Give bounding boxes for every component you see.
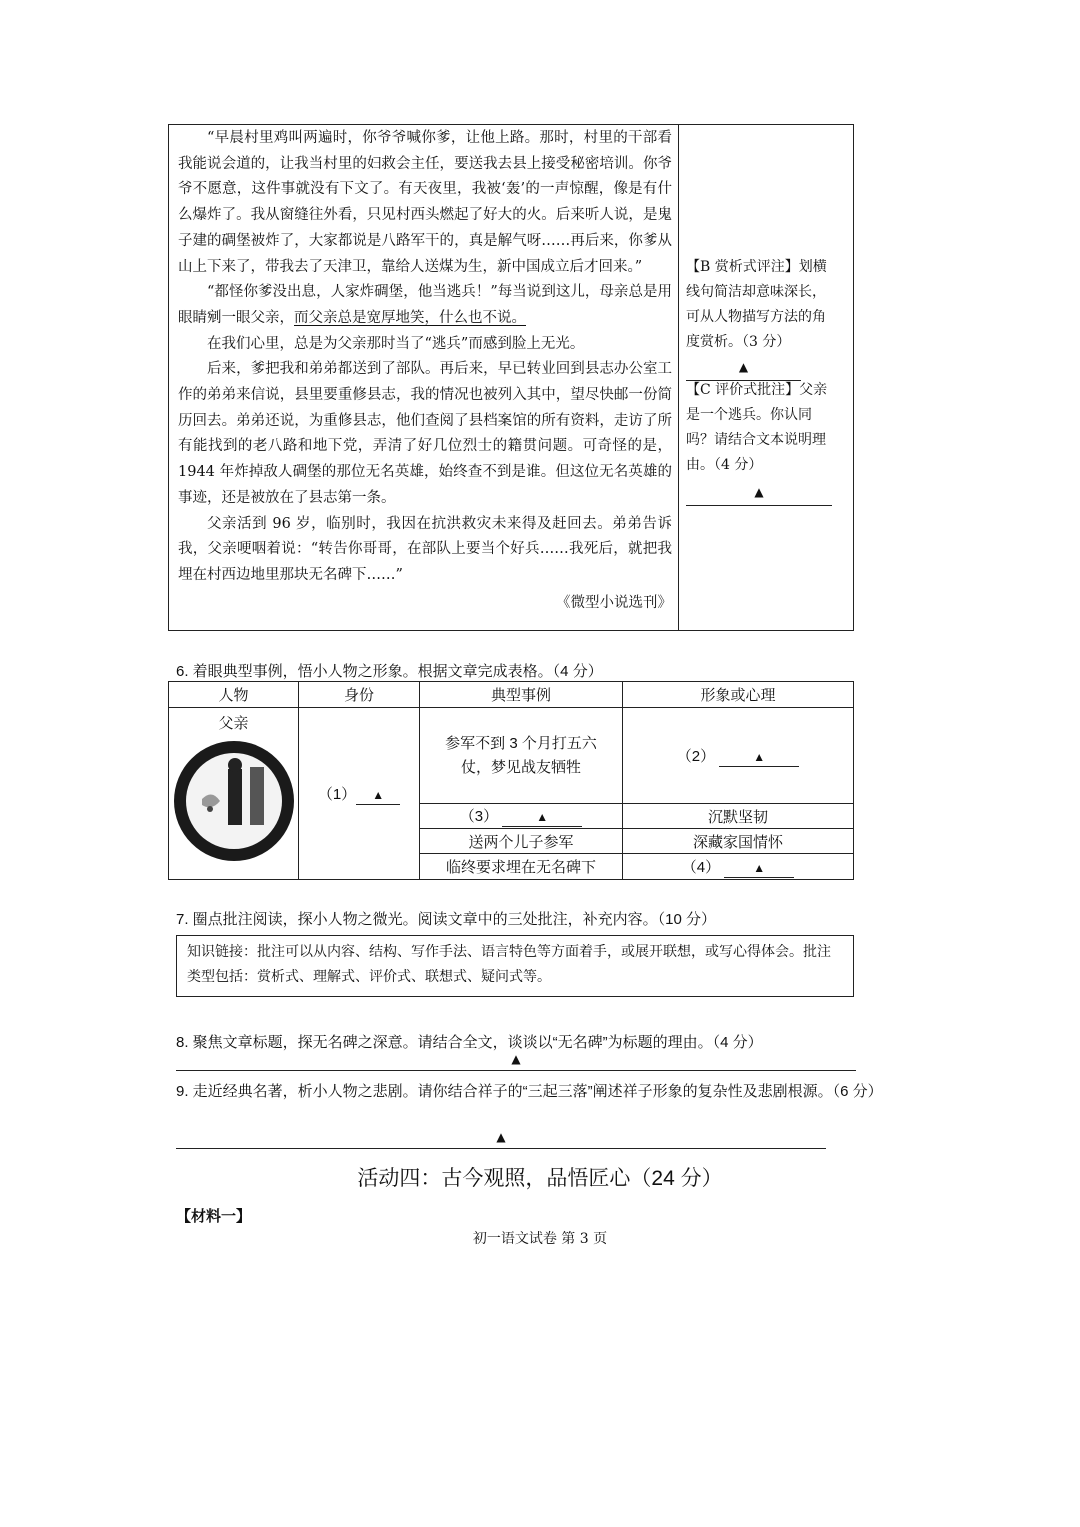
event-cell: 送两个儿子参军 <box>420 829 623 854</box>
knowledge-box: 知识链接：批注可以从内容、结构、写作手法、语言特色等方面着手，或展开联想，或写心得体会。批注类型包括：赏析式、理解式、评价式、联想式、疑问式等。 <box>176 935 854 997</box>
activity4-heading: 活动四：古今观照，品悟匠心（24 分） <box>357 1167 723 1190</box>
event-cell: 临终要求埋在无名碑下 <box>420 854 623 880</box>
image-cell: 沉默坚韧 <box>623 804 854 829</box>
triangle-icon: ▲ <box>496 1130 506 1144</box>
q6-prompt: 6. 着眼典型事例，悟小人物之形象。根据文章完成表格。（4 分） <box>176 663 603 680</box>
passage-source: 《微型小说选刊》 <box>556 594 672 611</box>
identity-cell <box>299 708 420 880</box>
triangle-icon: ▲ <box>738 360 749 374</box>
passage-paragraph: “早晨村里鸡叫两遍时，你爷爷喊你爹，让他上路。那时，村里的干部看我能说会道的，让我当村里的妇救会主任，要送我去县上接受秘密培训。你爷爷不愿意，这件事就没有下文了。有天夜里，我被‘轰’的一声惊醒，像是有什么爆炸了。我从窗缝往外看，只见村西头燃起了好大的火。后来听人说，是鬼子建的碉堡被炸了，大家都说是八路军干的，真是解气呀……再后来，你爹从山上下来了，带我去了天津卫，靠给人送煤为生，新中国成立后才回来。” <box>178 130 672 275</box>
blank-1-input[interactable] <box>356 786 400 805</box>
passage-paragraph: “都怪你爹没出息，人家炸碉堡，他当逃兵！”每当说到这儿，母亲总是用眼睛剜一眼父亲，而父亲总是宽厚地笑，什么也不说。 <box>178 284 672 326</box>
soldier-illustration <box>172 739 296 863</box>
triangle-icon: ▲ <box>753 860 766 875</box>
event-cell: （3） ▲ <box>420 804 623 829</box>
material-label: 【材料一】 <box>176 1207 252 1225</box>
person-name: 父亲 <box>218 715 249 732</box>
passage-paragraph: 在我们心里，总是为父亲那时当了“逃兵”而感到脸上无光。 <box>207 335 585 352</box>
note-c <box>686 378 836 506</box>
image-cell: （4） ▲ <box>623 854 854 880</box>
header-event: 典型事例 <box>420 682 623 708</box>
triangle-icon: ▲ <box>753 749 766 764</box>
blank-3-input[interactable] <box>502 808 582 827</box>
page-footer: 初一语文试卷 第 3 页 <box>472 1231 608 1247</box>
q8-prompt: 8. 聚焦文章标题，探无名碑之深意。请结合全文，谈谈以“无名碑”为标题的理由。（4 分） <box>176 1034 763 1051</box>
blank-1-label: （1） <box>317 785 357 803</box>
note-b <box>686 255 836 381</box>
header-person: 人物 <box>169 682 299 708</box>
header-identity: 身份 <box>299 682 420 708</box>
note-c-text: 【C 评价式批注】父亲是一个逃兵。你认同吗？请结合文本说明理由。（4 分） <box>686 382 828 473</box>
q8-answer-line[interactable] <box>176 1052 856 1071</box>
note-c-answer-line[interactable] <box>686 480 832 506</box>
blank-4-input[interactable] <box>724 859 794 878</box>
underlined-sentence: 而父亲总是宽厚地笑，什么也不说。 <box>294 309 526 326</box>
image-cell: （2） ▲ <box>623 708 854 804</box>
passage-text <box>178 126 672 615</box>
passage-paragraph: 父亲活到 96 岁，临别时，我因在抗洪救灾未来得及赶回去。弟弟告诉我，父亲哽咽着说：“转告你哥哥，在部队上要当个好兵……我死后，就把我埋在村西边地里那块无名碑下……” <box>178 515 672 583</box>
q9-prompt: 9. 走近经典名著，析小人物之悲剧。请你结合祥子的“三起三落”阐述祥子形象的复杂性及悲剧根源。（6 分） <box>176 1083 883 1100</box>
q9-answer-line[interactable] <box>176 1130 826 1149</box>
q6-table <box>168 681 854 880</box>
person-cell <box>169 708 299 880</box>
notes-divider <box>678 124 679 631</box>
triangle-icon: ▲ <box>536 810 549 824</box>
header-image: 形象或心理 <box>623 682 854 708</box>
note-b-text: 【B 赏析式评注】划横线句简洁却意味深长，可从人物描写方法的角度赏析。（3 分） <box>686 259 827 350</box>
triangle-icon: ▲ <box>372 787 385 802</box>
passage-paragraph: 后来，爹把我和弟弟都送到了部队。再后来，早已转业回到县志办公室工作的弟弟来信说，县里要重修县志，我的情况也被列入其中，望尽快邮一份简历回去。弟弟还说，为重修县志，他们查阅了县档案馆的所有资料，走访了所有能找到的老八路和地下党，弄清了好几位烈士的籍贯问题。可奇怪的是，1944 年炸掉敌人碉堡的那位无名英雄，始终查不到是谁。但这位无名英雄的事迹，还是被放在了县志第一条。 <box>178 361 672 506</box>
triangle-icon: ▲ <box>754 485 764 499</box>
image-cell: 深藏家国情怀 <box>623 829 854 854</box>
event-cell: 参军不到 3 个月打五六仗，梦见战友牺牲 <box>420 708 623 804</box>
q7-prompt: 7. 圈点批注阅读，探小人物之微光。阅读文章中的三处批注，补充内容。（10 分） <box>176 911 717 928</box>
blank-2-input[interactable] <box>719 748 799 767</box>
triangle-icon: ▲ <box>511 1052 521 1066</box>
